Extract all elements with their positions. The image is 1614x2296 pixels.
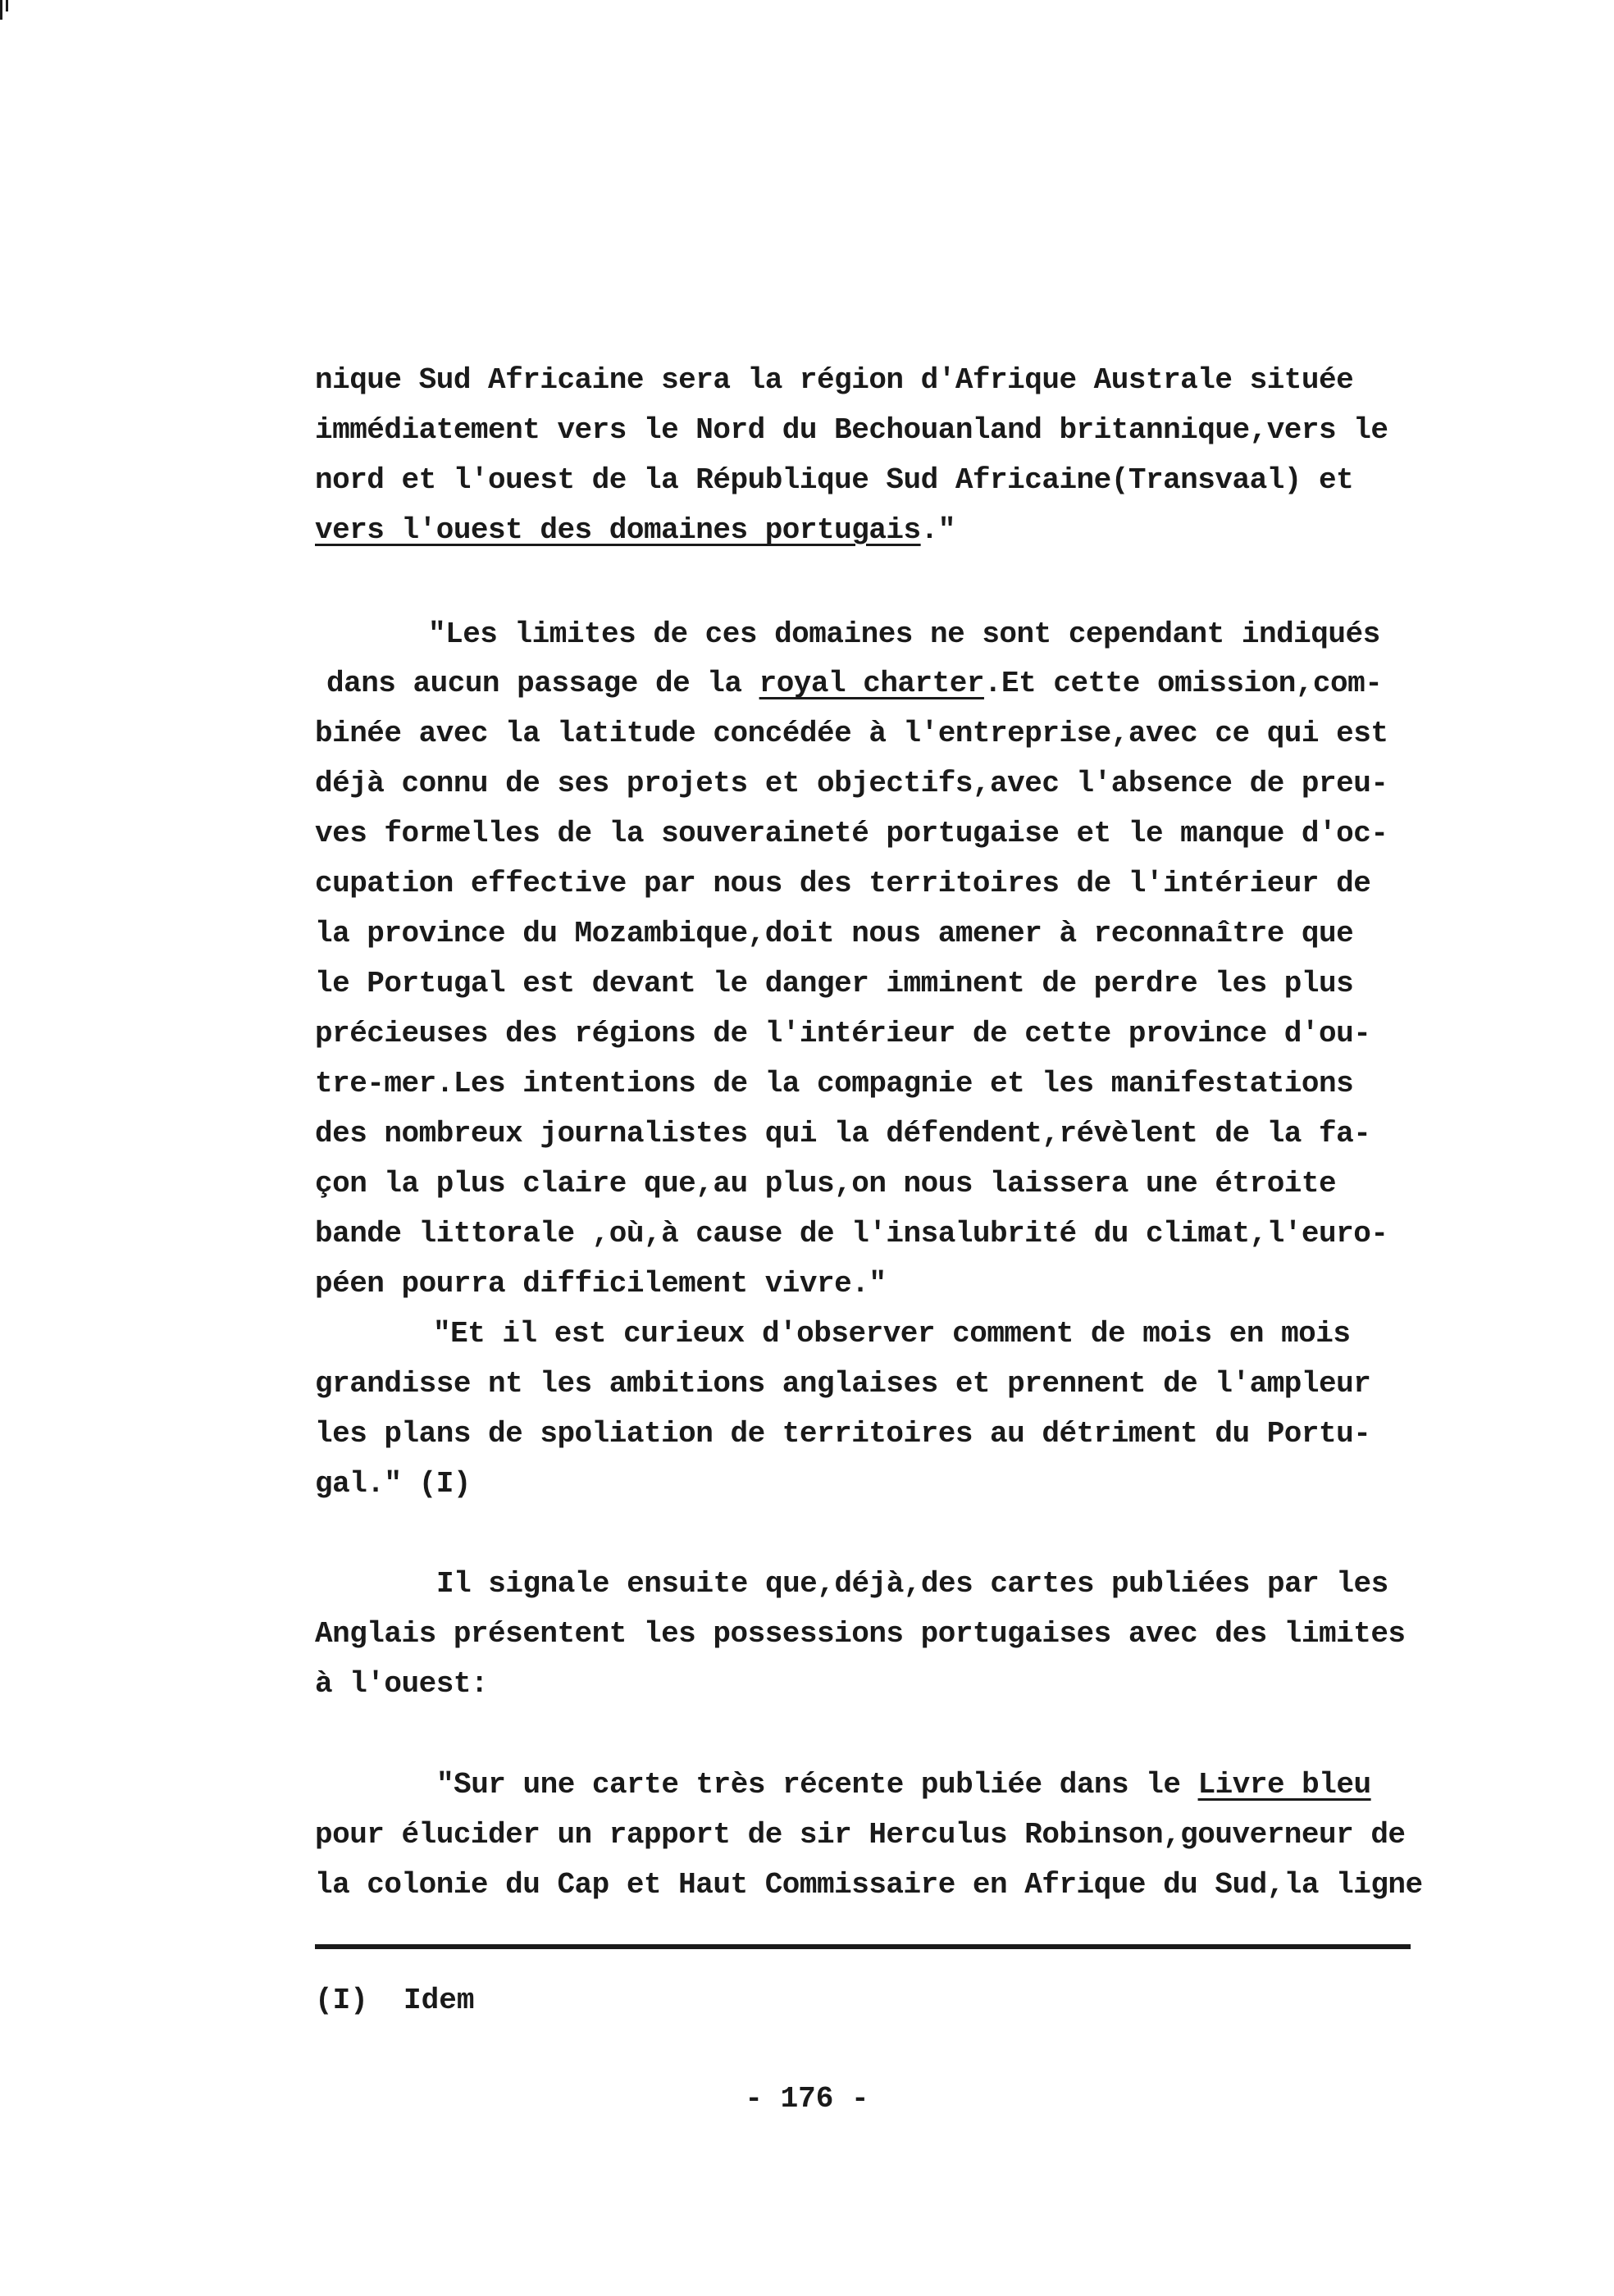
- text-line: des nombreux journalistes qui la défendent,révèlent de la fa-: [315, 1117, 1371, 1150]
- text-line: les plans de spoliation de territoires au détriment du Portu-: [315, 1417, 1371, 1451]
- text-line: "Sur une carte très récente publiée dans le Livre bleu: [436, 1768, 1371, 1802]
- page-number: - 176 -: [745, 2082, 869, 2116]
- text-line: dans aucun passage de la royal charter.Et cette omission,com-: [326, 667, 1383, 700]
- text-line: à l'ouest:: [315, 1667, 489, 1701]
- text-line: la colonie du Cap et Haut Commissaire en Afrique du Sud,la ligne: [315, 1868, 1423, 1902]
- text-line: çon la plus claire que,au plus,on nous laissera une étroite: [315, 1167, 1337, 1200]
- text-line: Il signale ensuite que,déjà,des cartes publiées par les: [436, 1567, 1388, 1601]
- text-line: tre-mer.Les intentions de la compagnie et les manifestations: [315, 1067, 1354, 1100]
- text-line: précieuses des régions de l'intérieur de cette province d'ou-: [315, 1017, 1371, 1050]
- text-line: bande littorale ,où,à cause de l'insalubrité du climat,l'euro-: [315, 1217, 1388, 1250]
- text-line: pour élucider un rapport de sir Herculus Robinson,gouverneur de: [315, 1818, 1406, 1852]
- footnote-rule: [315, 1944, 1411, 1949]
- text-line: ves formelles de la souveraineté portugaise et le manque d'oc-: [315, 817, 1388, 850]
- text-line: la province du Mozambique,doit nous amener à reconnaître que: [315, 917, 1354, 950]
- text-line: nique Sud Africaine sera la région d'Afrique Australe située: [315, 363, 1354, 397]
- text-line: "Et il est curieux d'observer comment de mois en mois: [433, 1317, 1351, 1351]
- text-line: péen pourra difficilement vivre.": [315, 1267, 887, 1301]
- text-line: déjà connu de ses projets et objectifs,avec l'absence de preu-: [315, 767, 1388, 800]
- text-line: cupation effective par nous des territoires de l'intérieur de: [315, 867, 1371, 900]
- text-line: immédiatement vers le Nord du Bechouanland britannique,vers le: [315, 413, 1388, 447]
- text-line: vers l'ouest des domaines portugais.": [315, 513, 955, 547]
- scan-edge-mark: [0, 0, 2, 20]
- text-line: le Portugal est devant le danger imminent de perdre les plus: [315, 967, 1354, 1000]
- footnote: (I) Idem: [315, 1984, 475, 2017]
- underlined-phrase: royal charter: [759, 667, 984, 700]
- text-line: gal." (I): [315, 1467, 471, 1501]
- text-line: grandisse nt les ambitions anglaises et prennent de l'ampleur: [315, 1367, 1371, 1401]
- text-line: nord et l'ouest de la République Sud Africaine(Transvaal) et: [315, 463, 1354, 497]
- text-line: binée avec la latitude concédée à l'entreprise,avec ce qui est: [315, 717, 1388, 750]
- text-line: "Les limites de ces domaines ne sont cependant indiqués: [428, 617, 1380, 651]
- scan-edge-mark: [6, 0, 8, 11]
- underlined-phrase: Livre bleu: [1197, 1768, 1371, 1802]
- underlined-phrase: vers l'ouest des domaines portugais: [315, 513, 921, 547]
- text-line: Anglais présentent les possessions portugaises avec des limites: [315, 1617, 1406, 1651]
